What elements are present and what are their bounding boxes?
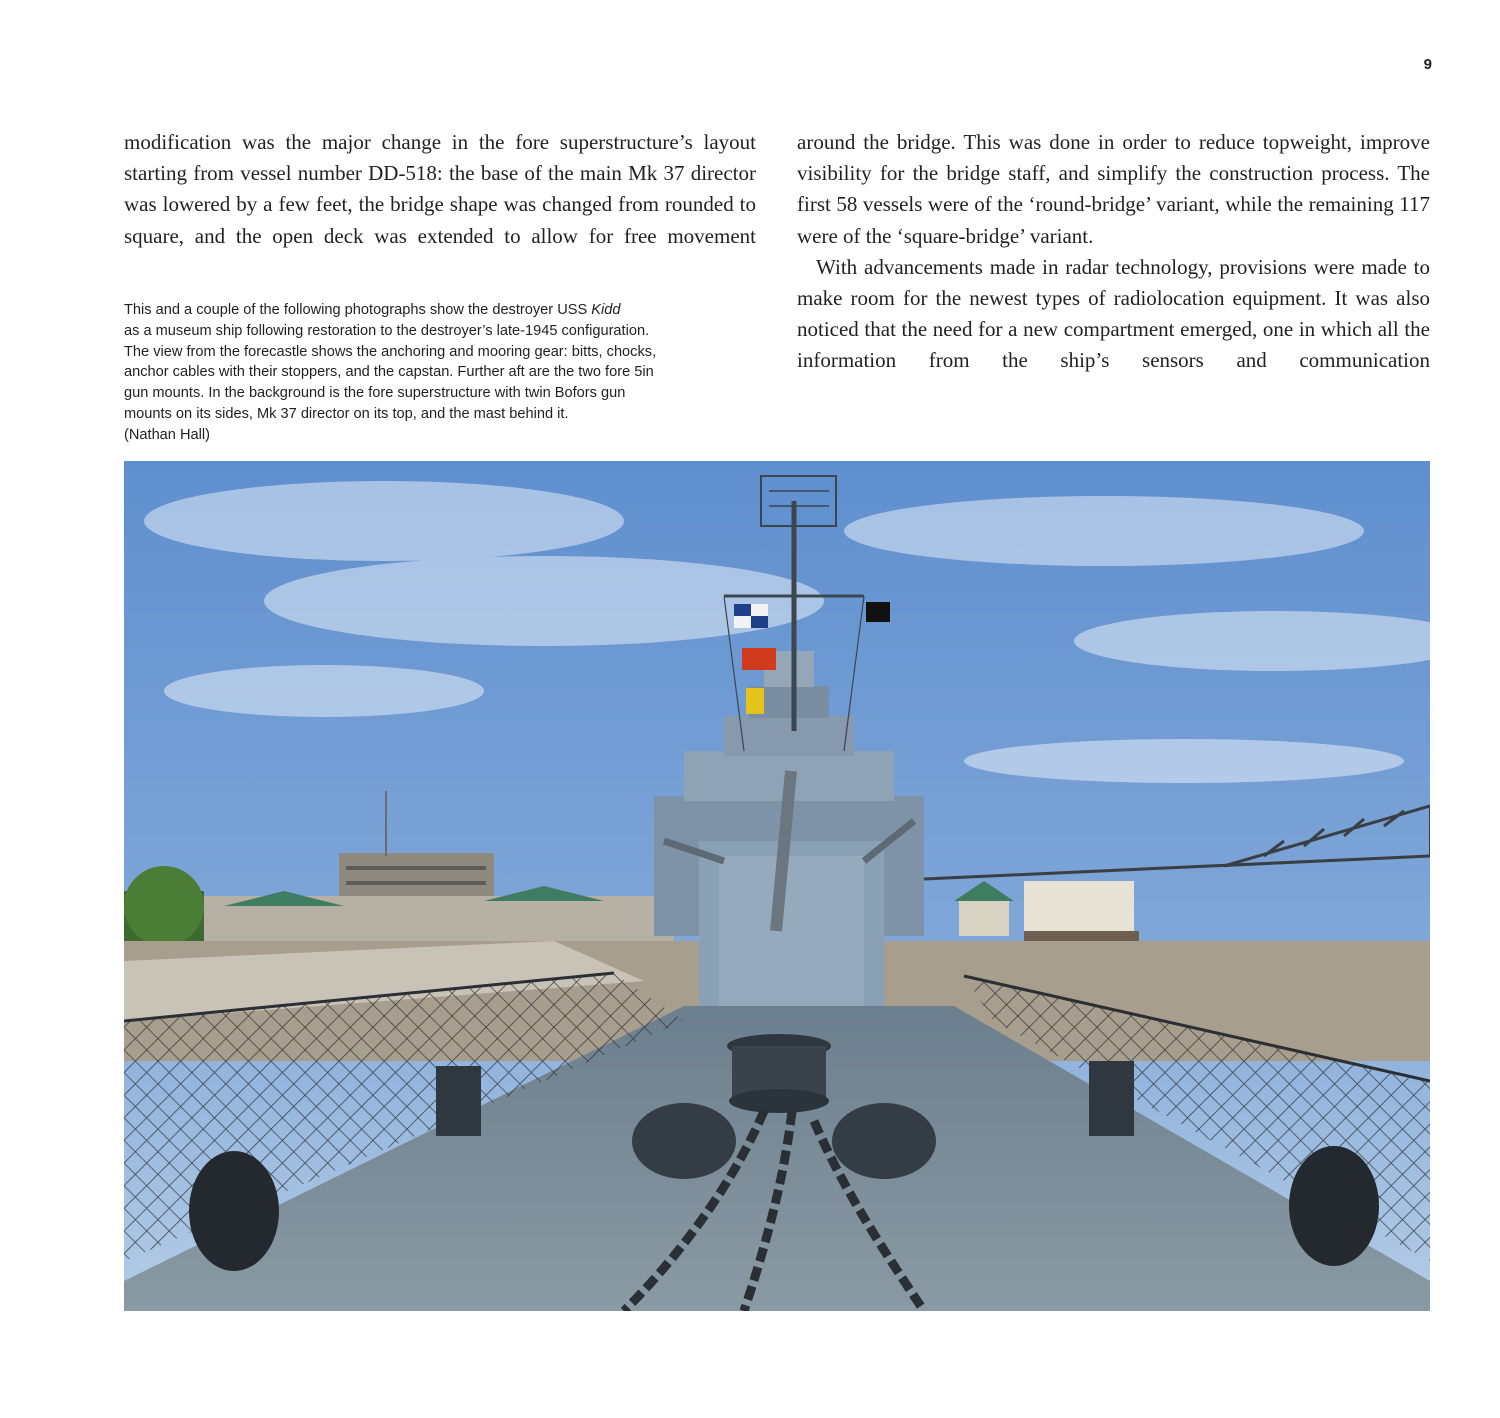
photo-illustration <box>124 461 1430 1311</box>
caption-line: mounts on its sides, Mk 37 director on its top, and the mast behind it. <box>124 405 569 422</box>
text-line: visibility for the bridge staff, and simplify the construction process. <box>797 161 1390 186</box>
ship-name: Kidd <box>591 302 621 318</box>
body-paragraph <box>797 252 1430 377</box>
left-text-column <box>124 127 756 252</box>
text-line: The first 58 vessels were of the ‘round-bridge’ variant, while the remaining <box>797 161 1430 217</box>
destroyer-photo <box>124 461 1430 1311</box>
text-line: starting from vessel number DD-518: the base of the main Mk 37 director <box>124 161 756 186</box>
caption-text: This and a couple of the following photographs show the destroyer USS <box>124 302 592 318</box>
body-paragraph <box>797 127 1430 252</box>
text-line: was lowered by a few feet, the bridge shape was changed from rounded <box>124 192 734 217</box>
text-line: to square, and the open deck was extended to allow for free movement <box>124 192 757 248</box>
text-line: With advancements made in radar technology, provisions were <box>816 254 1355 279</box>
text-line: around the bridge. This was done in order to reduce topweight, improve <box>797 130 1430 154</box>
body-paragraph <box>124 127 756 252</box>
page-number: 9 <box>1423 56 1432 73</box>
caption-line: anchor cables with their stoppers, and the capstan. Further aft are the two fore 5in <box>124 364 654 381</box>
caption-line: as a museum ship following restoration to the destroyer’s late-1945 configuration. <box>124 322 650 339</box>
text-line: in which all the information from the ship’s sensors and communication <box>797 317 1430 373</box>
text-line: 117 were of the ‘square-bridge’ variant. <box>797 192 1430 248</box>
caption-credit: (Nathan Hall) <box>124 426 210 443</box>
caption-line: gun mounts. In the background is the fore superstructure with twin Bofors gun <box>124 385 626 402</box>
caption-line: The view from the forecastle shows the anchoring and mooring gear: bitts, chocks, <box>124 343 657 360</box>
text-line: made to make room for the newest types of radiolocation equipment. <box>797 254 1431 311</box>
text-line: modification was the major change in the fore superstructure’s layout <box>124 130 756 154</box>
riverboat <box>954 881 1139 941</box>
right-text-column <box>797 127 1430 377</box>
text-line: It was also noticed that the need for a new compartment emerged, one <box>797 286 1430 342</box>
photo-caption <box>124 300 744 446</box>
caption-line <box>124 300 744 321</box>
